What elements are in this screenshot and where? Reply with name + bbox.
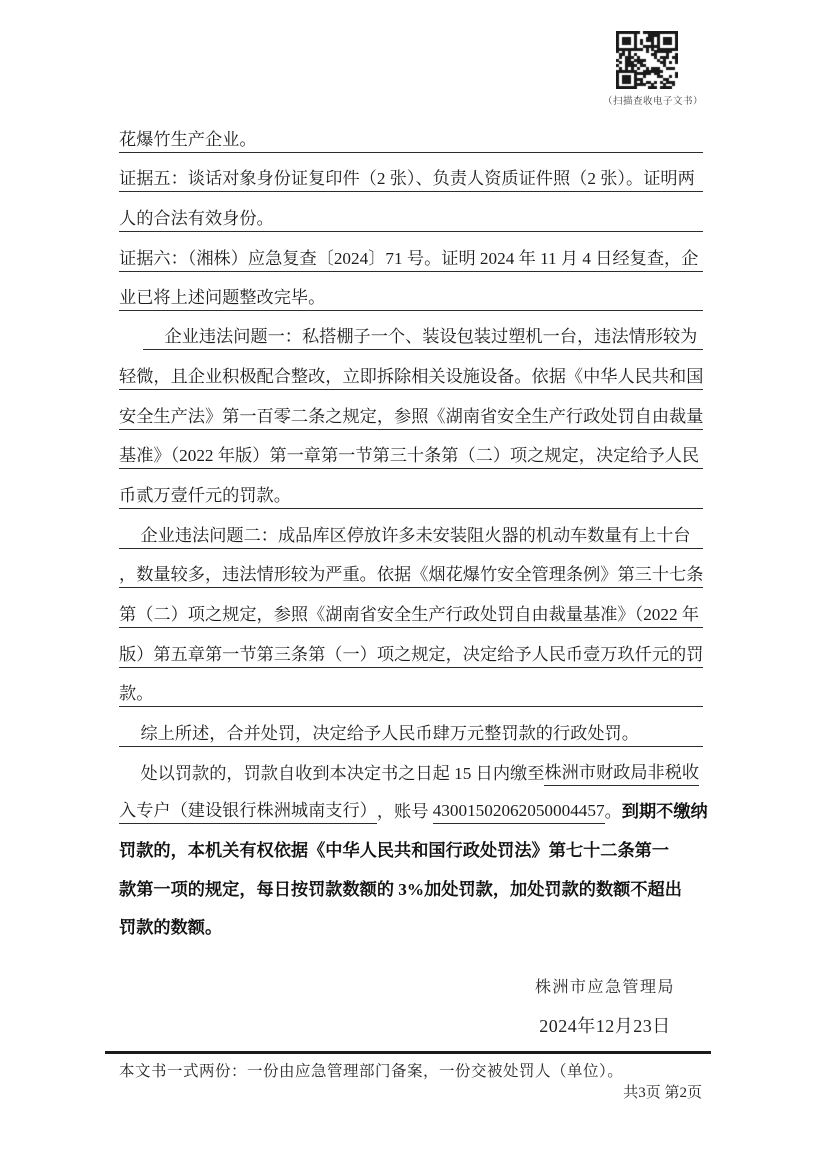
line-segment: 花爆竹生产企业。 bbox=[119, 129, 257, 149]
document-line bbox=[119, 863, 703, 902]
signature-block bbox=[505, 974, 705, 1038]
document-line bbox=[119, 902, 703, 941]
line-segment bbox=[119, 348, 143, 350]
document-line bbox=[119, 668, 703, 708]
footer-divider bbox=[105, 1051, 711, 1054]
line-segment: 综上所述，合并处罚，决定给予人民币肆万元整罚款的行政处罚。 bbox=[119, 724, 639, 743]
line-segment: 到期不缴纳 bbox=[621, 802, 708, 822]
qr-code bbox=[616, 31, 678, 89]
document-line bbox=[119, 786, 708, 825]
line-segment: 版）第五章第一节第三条第（一）项之规定，决定给予人民币壹万玖仟元的罚 bbox=[119, 644, 704, 664]
document-line bbox=[119, 192, 703, 232]
line-segment: 罚款的，本机关有权依据《中华人民共和国行政处罚法》第七十二条第一 bbox=[119, 841, 670, 861]
line-segment: ，数量较多，违法情形较为严重。依据《烟花爆竹安全管理条例》第三十七条 bbox=[119, 565, 704, 585]
line-segment: 基准》（2022 年版）第一章第一节第三十条第（二）项之规定，决定给予人民 bbox=[119, 446, 700, 466]
document-line bbox=[119, 430, 703, 470]
issuing-authority: 株洲市应急管理局 bbox=[534, 979, 675, 996]
line-segment: 证据六：（湘株）应急复查〔2024〕71 号。证明 2024 年 11 月 4 日经复查，企 bbox=[119, 248, 699, 268]
line-segment: 入专户（建设银行株洲城南支行） bbox=[119, 796, 377, 824]
line-segment: 。 bbox=[604, 802, 622, 822]
document-line bbox=[119, 588, 703, 628]
line-segment: 株洲市财政局非税收 bbox=[544, 758, 699, 786]
line-segment: 款第一项的规定，每日按罚款数额的 3%加处罚款，加处罚款的数额不超出 bbox=[119, 879, 682, 899]
qr-caption: （扫描查收电子文书） bbox=[603, 97, 704, 107]
line-segment: 证据五：谈话对象身份证复印件（2 张）、负责人资质证件照（2 张）。证明两 bbox=[119, 169, 695, 189]
document-line bbox=[119, 549, 703, 589]
document-line bbox=[119, 509, 703, 549]
line-segment: 处以罚款的，罚款自收到本决定书之日起 15 日内缴至 bbox=[119, 763, 545, 783]
document-line bbox=[119, 232, 703, 272]
line-segment: 43001502062050004457 bbox=[433, 801, 605, 824]
document-line bbox=[119, 311, 703, 350]
document-line bbox=[119, 113, 703, 153]
document-line bbox=[119, 747, 703, 786]
issue-date: 2024年12月23日 bbox=[539, 1016, 671, 1036]
footer-note: 本文书一式两份：一份由应急管理部门备案，一份交被处罚人（单位）。 bbox=[119, 1063, 624, 1080]
document-line bbox=[119, 469, 703, 509]
line-segment: 款。 bbox=[119, 684, 154, 704]
document-line bbox=[119, 153, 703, 193]
document-line bbox=[119, 628, 703, 668]
qr-block bbox=[603, 31, 704, 107]
page-number: 共3页 第2页 bbox=[623, 1085, 702, 1101]
document-line bbox=[119, 272, 703, 312]
line-segment: 企业违法问题一：私搭棚子一个、装设包装过塑机一台，违法情形较为 bbox=[143, 322, 703, 350]
line-segment: 罚款的数额。 bbox=[119, 918, 223, 938]
line-segment: 安全生产法》第一百零二条之规定，参照《湖南省安全生产行政处罚自由裁量 bbox=[119, 406, 704, 426]
document-line bbox=[119, 350, 703, 390]
line-segment: 人的合法有效身份。 bbox=[119, 209, 274, 229]
line-segment: 币贰万壹仟元的罚款。 bbox=[119, 485, 291, 505]
document-line bbox=[119, 707, 703, 747]
document-line bbox=[119, 390, 703, 430]
line-segment: ，账号 bbox=[376, 802, 433, 822]
line-segment: 业已将上述问题整改完毕。 bbox=[119, 288, 326, 308]
document-line bbox=[119, 824, 703, 863]
document-body bbox=[119, 113, 708, 940]
line-segment: 企业违法问题二：成品库区停放许多未安装阻火器的机动车数量有上十台 bbox=[119, 525, 691, 545]
line-segment: 轻微，且企业积极配合整改，立即拆除相关设施设备。依据《中华人民共和国 bbox=[119, 366, 704, 386]
line-segment: 第（二）项之规定，参照《湖南省安全生产行政处罚自由裁量基准》（2022 年 bbox=[119, 604, 700, 624]
